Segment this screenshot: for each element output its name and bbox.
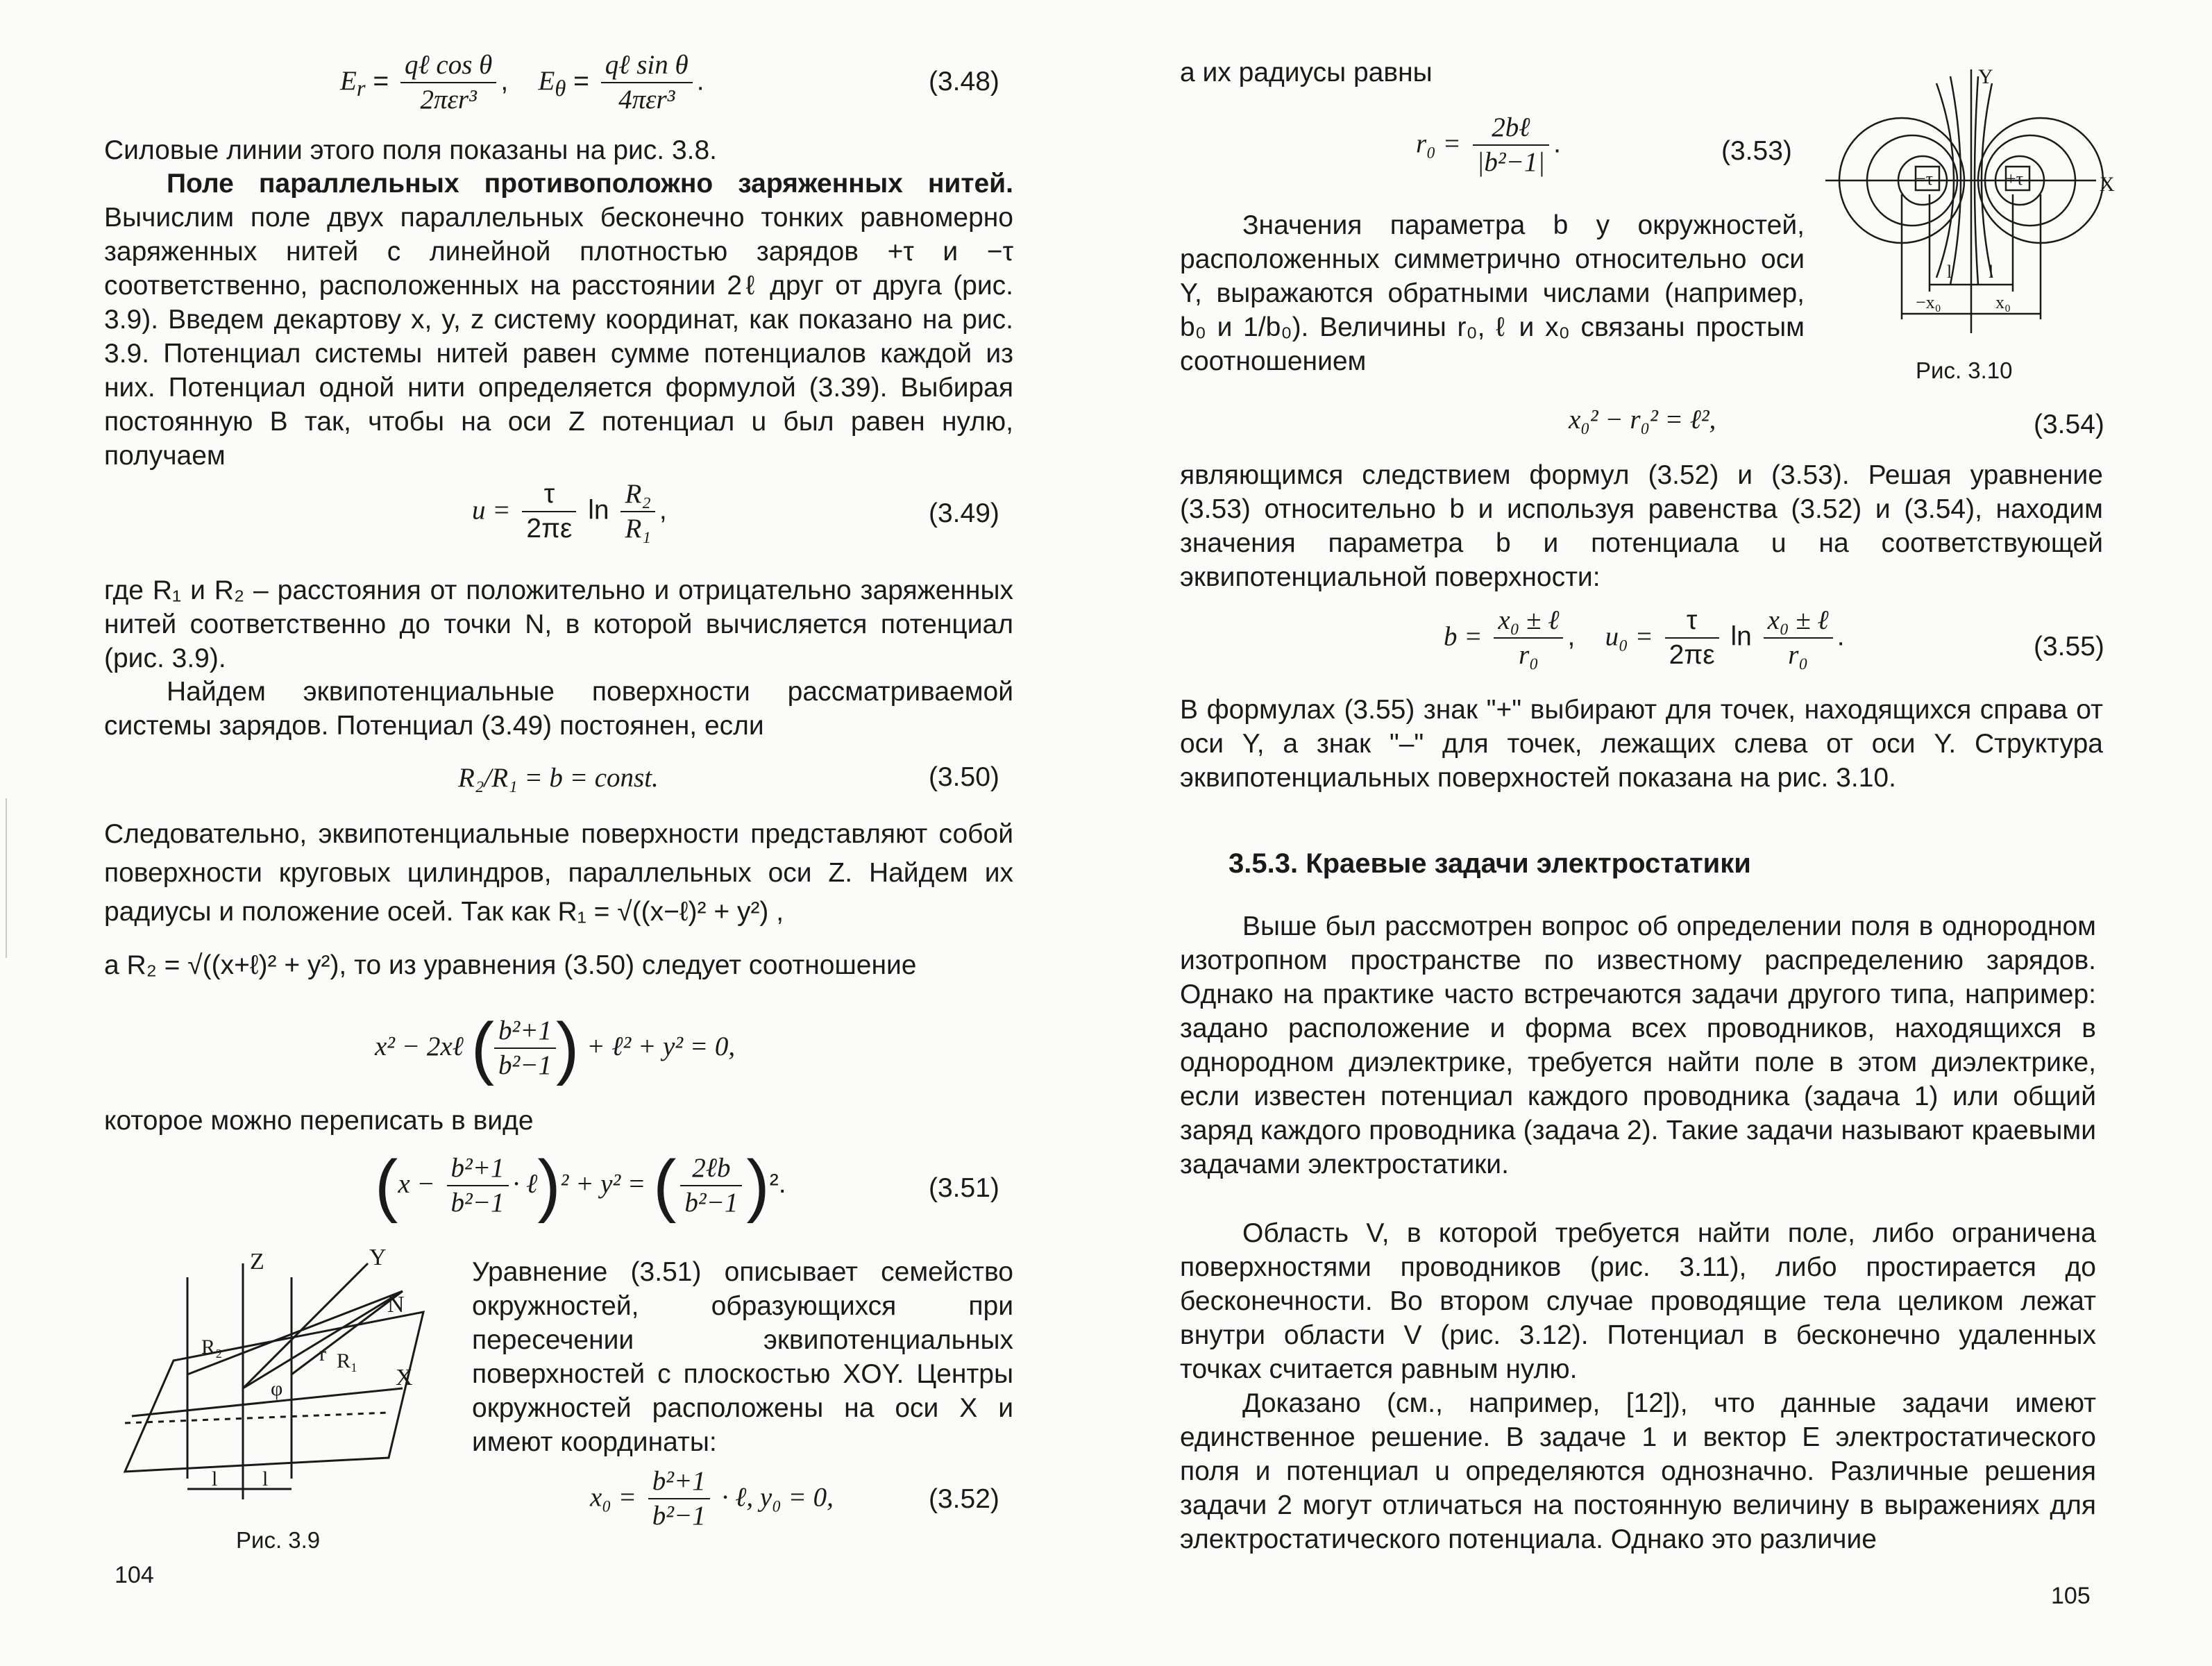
paragraph: Уравнение (3.51) описывает семейство окружностей, образующихся при пересечении эквипотенциальных поверхностей с плоскостью XOY. Центры окружностей расположены на оси X и имеют координаты: bbox=[472, 1257, 1013, 1457]
equation-3-49: u = $\frac{\tau}{2\pi\varepsilon}$ ln $\frac{\text{R₂}}{\text{R₁}}$ , bbox=[472, 479, 667, 544]
r-line bbox=[243, 1291, 403, 1388]
paragraph: а R₂ = √((x+ℓ)² + y²), то из уравнения (3.50) следует соотношение bbox=[104, 950, 917, 980]
left-page bbox=[0, 0, 1097, 1666]
paragraph-body: Вычислим поле двух параллельных бесконечно тонких равномерно заряженных нитей с линейной плотностью зарядов +τ и −τ соответственно, расположенных на расстоянии 2ℓ друг от друга (рис. 3.9). Введем декартову x, y, z систему координат, как показано на рис. 3.9. Потенциал системы нитей равен сумме потенциалов каждой из них. Потенциал одной нити определяется формулой (3.39). Выбирая постоянную B так, чтобы на оси Z потенциал u был равен нулю, получаем bbox=[104, 203, 1013, 471]
paragraph: где R₁ и R₂ – расстояния от положительно и отрицательно заряженных нитей соответственно до точки N, в которой вычисляется потенциал (рис. 3.9). bbox=[104, 575, 1013, 673]
paragraph-parallel-threads bbox=[104, 167, 1013, 473]
equation-number: (3.50) bbox=[929, 762, 999, 792]
paragraph: Следовательно, эквипотенциальные поверхности представляют собой поверхности круговых цилиндров, параллельных оси Z. Найдем их радиусы и положение осей. Так как R₁ = √((x−ℓ)² + y²) , bbox=[104, 819, 1013, 927]
equation-3-51: (x − $\frac{\text{b²+1}}{\text{b²−1}}$ · ℓ)² + y² = ( $\frac{\text{2ℓb}}{\text{b²−1}}$ )². bbox=[375, 1146, 786, 1224]
label-x: X bbox=[396, 1365, 413, 1390]
page-number: 105 bbox=[2051, 1583, 2091, 1609]
label-y: Y bbox=[1978, 65, 1993, 88]
paragraph: Значения параметра b у окружностей, расположенных симметрично относительно оси Y, выражаются обратными числами (например, b₀ и 1/b₀). Величины r₀, ℓ и x₀ связаны простым соотношением bbox=[1180, 210, 1805, 376]
equation-3-55: b = $\frac{\text{x₀ ± ℓ}}{\text{r₀}}$ , u₀ = $\frac{\tau}{2\pi\varepsilon}$ ln $\frac{\text{x₀ ± ℓ}}{\text{r₀}}$ . bbox=[1444, 605, 1845, 670]
label-l2: l bbox=[262, 1467, 269, 1490]
equation-number: (3.48) bbox=[929, 67, 999, 96]
figure-3-9-caption: Рис. 3.9 bbox=[236, 1527, 321, 1553]
paragraph: являющимся следствием формул (3.52) и (3.53). Решая уравнение (3.53) относительно b и используя равенства (3.52) и (3.54), находим значения параметра b и потенциала u на соответствующей эквипотенциальной поверхности: bbox=[1180, 460, 2103, 592]
figure-3-10-caption: Рис. 3.10 bbox=[1916, 357, 2013, 383]
equation-mid: x² − 2xℓ ( $\frac{\text{b²+1}}{\text{b²−1}}$ ) + ℓ² + y² = 0, bbox=[375, 1009, 736, 1086]
equation-number: (3.55) bbox=[2034, 632, 2104, 662]
paragraph: а их радиусы равны bbox=[1180, 58, 1433, 87]
equation-number: (3.54) bbox=[2034, 410, 2104, 439]
equation-number: (3.49) bbox=[929, 498, 999, 528]
paragraph: Доказано (см., например, [12]), что данные задачи имеют единственное решение. В задаче 1 и вектор E электростатического поля и потенциал u определяются однозначно. Различные решения задачи 2 могут отличаться на постоянную величину в выражениях для электростатического потенциала. Однако это различие bbox=[1180, 1388, 2096, 1554]
x-axis bbox=[132, 1388, 403, 1416]
label-r: r bbox=[319, 1343, 326, 1365]
label-z: Z bbox=[250, 1250, 264, 1274]
paragraph: Силовые линии этого поля показаны на рис. 3.8. bbox=[104, 135, 718, 165]
equation-3-50: R₂/R₁ = b = const. bbox=[458, 763, 659, 793]
label-l1: l bbox=[212, 1467, 218, 1490]
figure-3-9 bbox=[104, 1250, 458, 1520]
section-heading: 3.5.3. Краевые задачи электростатики bbox=[1229, 848, 1751, 879]
label-x: X bbox=[2100, 173, 2115, 196]
label-neg-tau: −τ bbox=[1916, 169, 1934, 189]
equation-3-52: x₀ = $\frac{\text{b²+1}}{\text{b²−1}}$ · ℓ, y₀ = 0, bbox=[590, 1466, 834, 1531]
label-x0: x₀ bbox=[1995, 292, 2011, 312]
equation-number: (3.53) bbox=[1721, 136, 1792, 166]
paragraph: Выше был рассмотрен вопрос об определении поля в однородном изотропном пространстве по известному распределению зарядов. Однако на практике часто встречаются задачи другого типа, например: задано расположение и форма всех проводников, находящихся в однородном диэлектрике, требуется найти поле в этом диэлектрике, если известен потенциал каждого проводника (задача 1) или общий заряд каждого проводника (задача 2). Такие задачи называют краевыми задачами электростатики. bbox=[1180, 911, 2096, 1179]
projection-dashed bbox=[125, 1413, 389, 1423]
label-r2: R₂ bbox=[201, 1336, 223, 1358]
paragraph-run-in-title: Поле параллельных противоположно заряженных нитей. bbox=[167, 169, 1013, 199]
equation-3-48: $E_r$ = $\frac{\text{qℓ cos θ}}{\text{2πεr³}}$ , $E_\theta$ = $\frac{\text{qℓ sin θ}}{\text{4πεr³}}$ . bbox=[340, 50, 704, 115]
equation-3-54: x₀² − r₀² = ℓ², bbox=[1569, 405, 1716, 435]
right-page bbox=[1180, 0, 2212, 1666]
equation-number: (3.52) bbox=[929, 1484, 999, 1514]
r2-line bbox=[187, 1291, 403, 1374]
paragraph: В формулах (3.55) знак "+" выбирают для точек, находящихся справа от оси Y, а знак "–" для точек, лежащих слева от оси Y. Структура эквипотенциальных поверхностей показана на рис. 3.10. bbox=[1180, 695, 2103, 793]
paragraph: Область V, в которой требуется найти поле, либо ограничена поверхностями проводников (рис. 3.11), либо простирается до бесконечности. Во втором случае проводящие тела целиком лежат внутри области V (рис. 3.12). Потенциал в бесконечно удаленных точках считается равным нулю. bbox=[1180, 1218, 2096, 1384]
figure-3-10 bbox=[1818, 62, 2124, 340]
paragraph: которое можно переписать в виде bbox=[104, 1106, 534, 1136]
label-l2: l bbox=[1989, 262, 1994, 282]
equation-number: (3.51) bbox=[929, 1173, 999, 1203]
label-neg-x0: −x₀ bbox=[1916, 292, 1941, 312]
label-phi: φ bbox=[271, 1377, 283, 1400]
equation-3-53: r₀ = $\frac{\text{2bℓ}}{\text{|b²−1|}}$ . bbox=[1416, 112, 1561, 177]
page-number: 104 bbox=[115, 1562, 154, 1588]
label-r1: R₁ bbox=[337, 1349, 358, 1372]
label-pos-tau: +τ bbox=[2006, 169, 2024, 189]
label-l1: l bbox=[1947, 262, 1952, 282]
paragraph: Найдем эквипотенциальные поверхности рассматриваемой системы зарядов. Потенциал (3.49) постоянен, если bbox=[104, 677, 1013, 741]
label-n: N bbox=[387, 1292, 405, 1318]
label-y: Y bbox=[369, 1250, 387, 1270]
